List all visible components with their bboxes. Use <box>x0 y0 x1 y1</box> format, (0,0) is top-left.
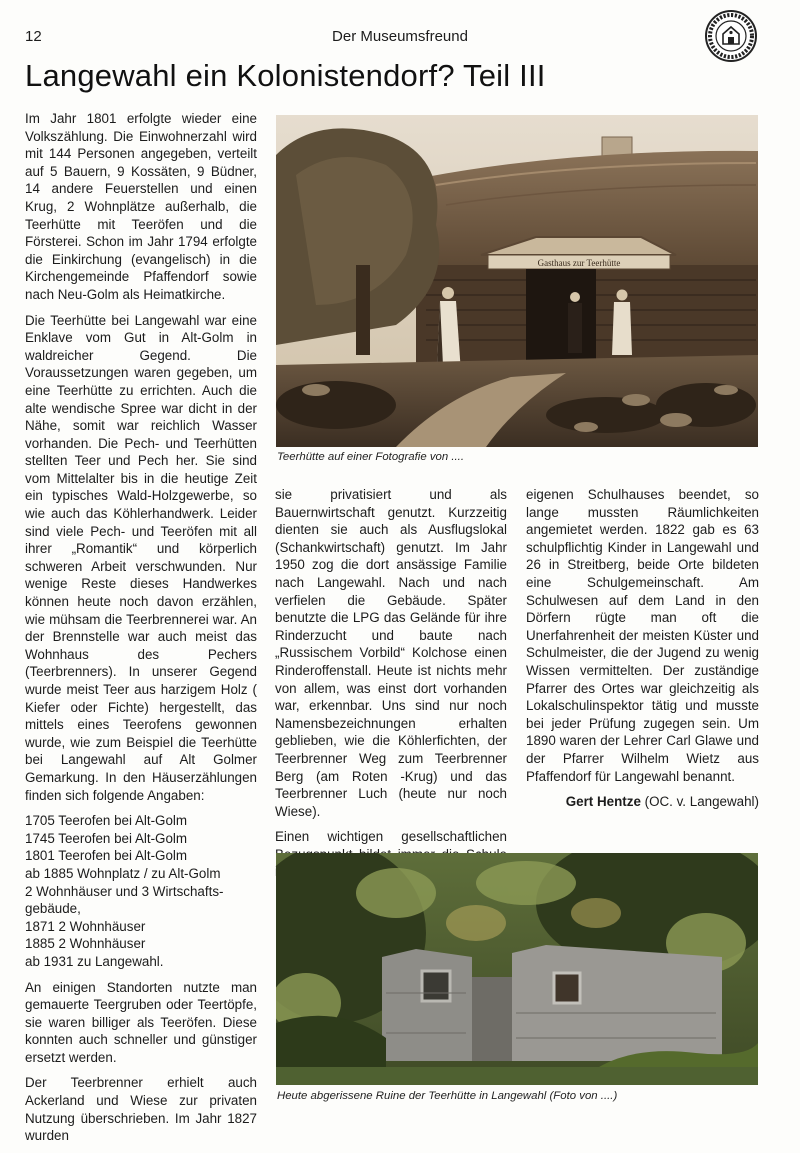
porch-sign-text: Gasthaus zur Teerhütte <box>537 258 621 268</box>
paragraph: Im Jahr 1801 erfolgte wieder eine Volkszählung. Die Einwohnerzahl wird mit 144 Personen angegeben, verteilt auf 5 Bauern, 9 Kossäten, 9 Büdner, 14 andere Feuerstellen und einen Krug, 2 Wohnplätze außerhalb, die Teerhütte mit Teeröfen und die Försterei. Schon im Jahr 1794 erfolgte die Einkirchung (evangelisch) in die Kirchengemeinde Pfaffendorf sowie nach Neu-Golm als Heimatkirche. <box>25 111 257 302</box>
museum-society-seal-icon <box>705 10 757 62</box>
paragraph: Einen wichtigen gesellschaftlichen <box>275 829 507 845</box>
list-item: ab 1885 Wohnplatz / zu Alt-Golm <box>25 865 221 881</box>
article-title: Langewahl ein Kolonistendorf? Teil III <box>25 58 546 93</box>
list-item: 1705 Teerofen bei Alt-Golm <box>25 813 188 829</box>
list-item: ab 1931 zu Langewahl. <box>25 953 164 969</box>
list-item: 1801 Teerofen bei Alt-Golm <box>25 848 188 864</box>
page-number: 12 <box>25 28 42 45</box>
list-item: 1885 2 Wohnhäuser <box>25 936 146 952</box>
list-item: 1871 2 Wohnhäuser <box>25 918 146 934</box>
text-column-3 <box>526 486 759 819</box>
author-signature <box>526 793 759 811</box>
text-column-1 <box>25 110 257 1153</box>
paragraph: eigenen Schulhauses beendet, so lange mussten Räumlichkeiten angemietet werden. 1822 gab es 63 schulpflichtig Kinder in Langewahl und 26 in Streitberg, beide Orte bildeten eine Schulgemeinschaft. Am Schulwesen auf dem Land in den Dörfern rügte man oft die Unerfahrenheit der meisten Küster und Schulmeister, die der Jugend zu wenig Wissen vermittelten. Der zuständige Pfarrer des Ortes war gleichzeitig als Lokalschulinspektor tätig und musste bei jeder Prüfung zugegen sein. Um 1890 waren der Lehrer Carl Glawe und der Pfarrer Wilhelm Wietz aus Pfaffendorf für Langewahl benannt. <box>526 487 759 784</box>
paragraph: sie privatisiert und als Bauernwirtschaft genutzt. Kurzzeitig dienten sie auch als Ausflugslokal (Schankwirtschaft) genutzt. Im Jahr 1950 zog die dort ansässige Familie nach Langewahl. Nach und nach verfielen die Gebäude. Später benutzte die LPG das Gelände für ihre Rinderzucht und baute nach „Russischem Vorbild“ Kolchose einen Rinderoffenstall. Heute ist nichts mehr von allem, was einst dort vorhanden war, erkennbar. Uns sind nur noch Namensbezeichnungen erhalten geblieben, wie die Köhlerfichten, der Teerbrenner Weg zum Teerbrenner Berg (am Roten -Krug) und das Teerbrenner Luch (heute nur noch Wiese). <box>275 487 507 819</box>
text-column-2 <box>275 486 507 889</box>
photo-caption: Heute abgerissene Ruine der Teerhütte in Langewahl (Foto von ....) <box>277 1090 618 1102</box>
tar-kiln-list <box>25 812 257 970</box>
list-item: gebäude, <box>25 901 81 917</box>
page-header <box>0 0 800 60</box>
author-note: (OC. v. Langewahl) <box>644 794 759 810</box>
ruin-photo <box>276 853 758 1085</box>
historic-photo-tar-hut <box>276 115 758 447</box>
author-name: Gert Hentze <box>565 794 641 810</box>
photo-caption: Teerhütte auf einer Fotografie von .... <box>277 451 465 463</box>
list-item: 1745 Teerofen bei Alt-Golm <box>25 830 188 846</box>
running-title: Der Museumsfreund <box>332 28 468 45</box>
paragraph: Der Teerbrenner erhielt auch Ackerland und Wiese zur privaten Nutzung überschrieben. Im Jahr 1827 wurden <box>25 1075 257 1144</box>
paragraph: Die Teerhütte bei Langewahl war eine Enklave vom Gut in Alt-Golm in waldreicher Gegend. Die Voraussetzungen waren gegeben, um eine Teerhütte zu errichten. Auch die alte wendische Spree war dicht in der Nähe, somit war reichlich Wasser vorhanden. Die Pech- und Teerhütten stellten Teer und Pech her. Sie sind vom Mittelalter bis in die heutige Zeit ein typisches Wald-Holzgewerbe, so wie auch das Köhlerhandwerk. Leider sind viele Pech- und Teeröfen mit all ihrer „Romantik“ und körperlich schweren Arbeit verschwunden. Nur wenige Reste dieses Handwerkes können heute noch davon erzählen, wie mühsam die Teerbrennerei war. An der Brennstelle war auch meist das Wohnhaus des Pechers (Teerbrenners). In unserer Gegend wurde meist Teer aus harzigem Holz ( Kiefer oder Fichte) hergestellt, das mittels eines Teerofens gewonnen wurde, wie zum Beispiel die Teerhütte bei Langewahl auf Alt Golmer Gemarkung. In den Häuserzählungen finden sich folgende Angaben: <box>25 312 257 803</box>
list-item: 2 Wohnhäuser und 3 Wirtschafts- <box>25 883 224 899</box>
paragraph: An einigen Standorten nutzte man gemauerte Teergruben oder Teertöpfe, sie waren billiger als Teeröfen. Diese konnten auch schneller und günstiger ersetzt werden. <box>25 979 257 1065</box>
ruin-photo-illustration <box>276 853 758 1085</box>
historic-photo-illustration <box>276 115 758 447</box>
